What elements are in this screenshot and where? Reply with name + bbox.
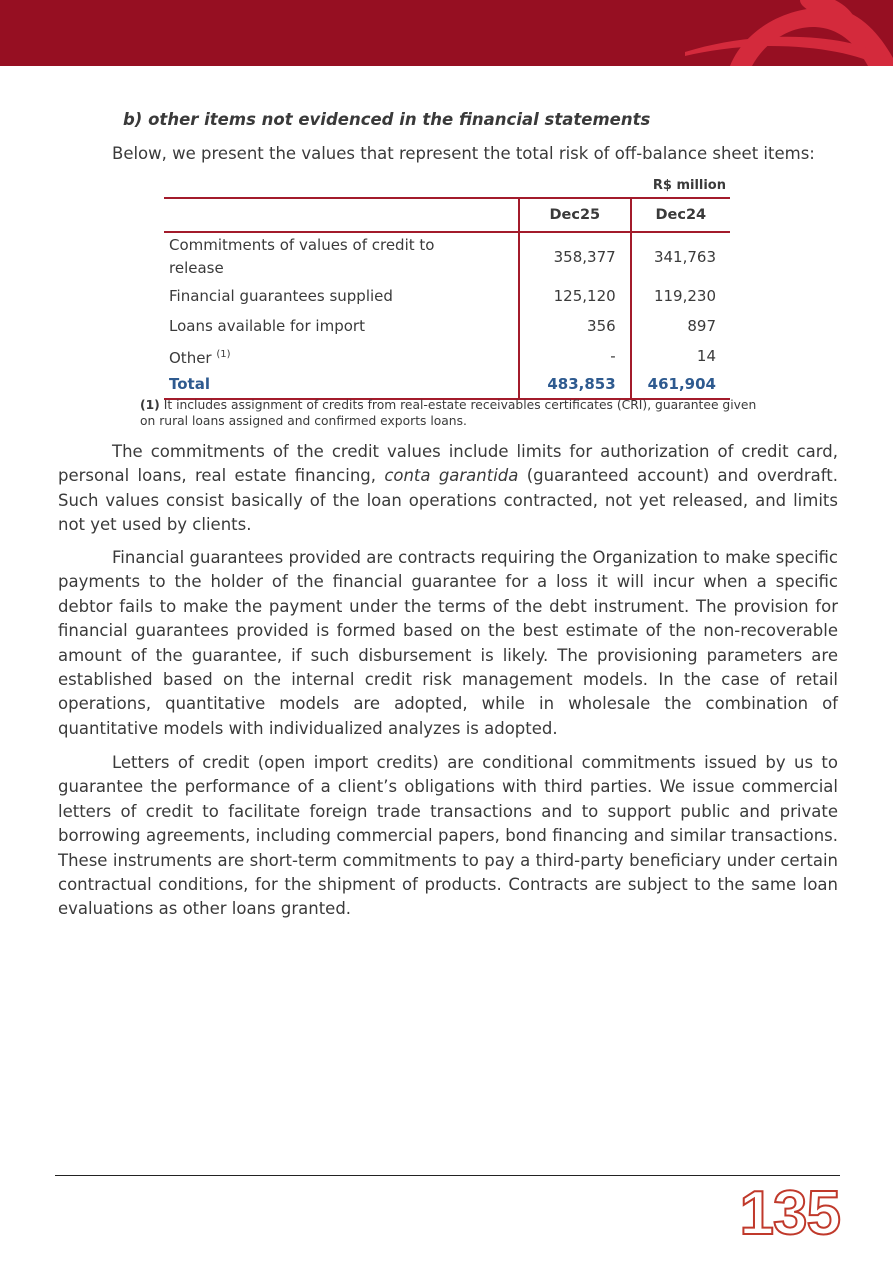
value-dec25: 125,120 [519,281,631,311]
footnote-marker: (1) [140,398,160,412]
header-band [0,0,893,66]
total-dec24: 461,904 [631,371,730,399]
intro-text: Below, we present the values that represent the total risk of off-balance sheet items: [112,144,815,163]
table-unit: R$ million [652,178,726,193]
row-label [164,341,519,371]
table-row [164,281,730,311]
row-label: Loans available for import [169,316,365,335]
row-label: Financial guarantees supplied [169,286,393,305]
row-label-text: Other [169,348,212,367]
header-blank [164,198,519,232]
page-number: 135 [739,1179,840,1248]
table-footnote [140,397,760,429]
italic-term: conta garantida [384,466,519,486]
paragraph-guarantees: Financial guarantees provided are contracts requiring the Organization to make specific payments to the holder of the financial guarantee for a loss it will incur when a specific debtor fails to make the payment under the terms of the debt instrument. The provision for financial guarantees provided is formed based on the best estimate of the non-recoverable amount of the guarantee, if such disbursement is likely. The provisioning parameters are established based on the internal credit risk management models. In the case of retail operations, quantitative models are adopted, while in wholesale the combination of quantitative models with individualized analyzes is adopted. [58,548,838,738]
table-row [164,232,730,281]
value-dec24: 14 [631,341,730,371]
off-balance-table [164,197,730,400]
value-dec24: 897 [631,311,730,341]
value-dec25: 358,377 [519,232,631,281]
table-header-row [164,198,730,232]
paragraph-commitments: The commitments of the credit values include limits for authorization of credit card, personal loans, real estate financing, conta garantida (guaranteed account) and overdraft. Such values consist basically of the loan operations contracted, not yet released, and limits not yet used by clients. [58,442,838,535]
section-title: b) other items not evidenced in the financial statements [123,110,651,129]
footnote-text: It includes assignment of credits from real-estate receivables certificates (CRI), guarantee given on rural loans assigned and confirmed exports loans. [140,398,757,428]
total-label: Total [164,371,519,399]
row-label: Commitments of values of credit to release [169,236,435,277]
brand-swoosh-icon [0,0,893,66]
table-row [164,311,730,341]
column-header-dec24: Dec24 [631,198,730,232]
value-dec25: 356 [519,311,631,341]
total-dec25: 483,853 [519,371,631,399]
value-dec24: 341,763 [631,232,730,281]
value-dec25: - [519,341,631,371]
footer-divider [55,1175,840,1176]
column-header-dec25: Dec25 [519,198,631,232]
total-row [164,371,730,399]
paragraph-letters-of-credit: Letters of credit (open import credits) are conditional commitments issued by us to guarantee the performance of a client’s obligations with third parties. We issue commercial letters of credit to facilitate foreign trade transactions and to support public and private borrowing agreements, including commercial papers, bond financing and similar transactions. These instruments are short-term commitments to pay a third-party beneficiary under certain contractual conditions, for the shipment of products. Contracts are subject to the same loan evaluations as other loans granted. [58,753,838,919]
value-dec24: 119,230 [631,281,730,311]
footnote-ref: (1) [216,348,231,360]
table-row [164,341,730,371]
